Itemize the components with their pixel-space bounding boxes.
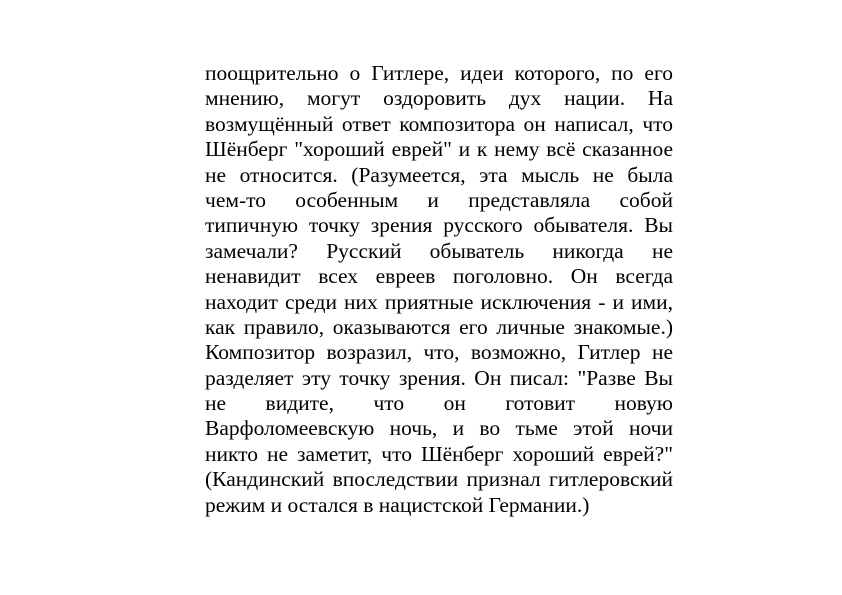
text-line: никто не заметит, что Шёнберг хороший еврей?" (205, 441, 673, 466)
text-line: режим и остался в нацистской Германии.) (205, 492, 590, 517)
text-line: не видите, что он готовит новую (205, 391, 673, 416)
text-line: не относится. (Разумеется, эта мысль не была (205, 162, 673, 187)
text-line: (Кандинский впоследствии признал гитлеровский (205, 467, 673, 492)
text-line: разделяет эту точку зрения. Он писал: "Разве Вы (205, 365, 673, 390)
text-line: ненавидит всех евреев поголовно. Он всегда (205, 264, 673, 289)
text-line: поощрительно о Гитлере, идеи которого, по его (205, 61, 673, 85)
text-line: как правило, оказываются его личные знакомые.) (205, 314, 673, 339)
text-line: Шёнберг "хороший еврей" и к нему всё сказанное (205, 137, 673, 162)
text-line: Композитор возразил, что, возможно, Гитлер не (205, 340, 673, 365)
text-line: Варфоломеевскую ночь, и во тьме этой ночи (205, 416, 673, 441)
text-line: мнению, могут оздоровить дух нации. На (205, 86, 673, 111)
text-line: возмущённый ответ композитора он написал, что (205, 111, 673, 136)
body-text (205, 61, 673, 518)
text-line: замечали? Русский обыватель никогда не (205, 238, 673, 263)
text-line: типичную точку зрения русского обывателя. Вы (205, 213, 673, 238)
text-line: чем-то особенным и представляла собой (205, 187, 673, 212)
text-line: находит среди них приятные исключения - и ими, (205, 289, 673, 314)
